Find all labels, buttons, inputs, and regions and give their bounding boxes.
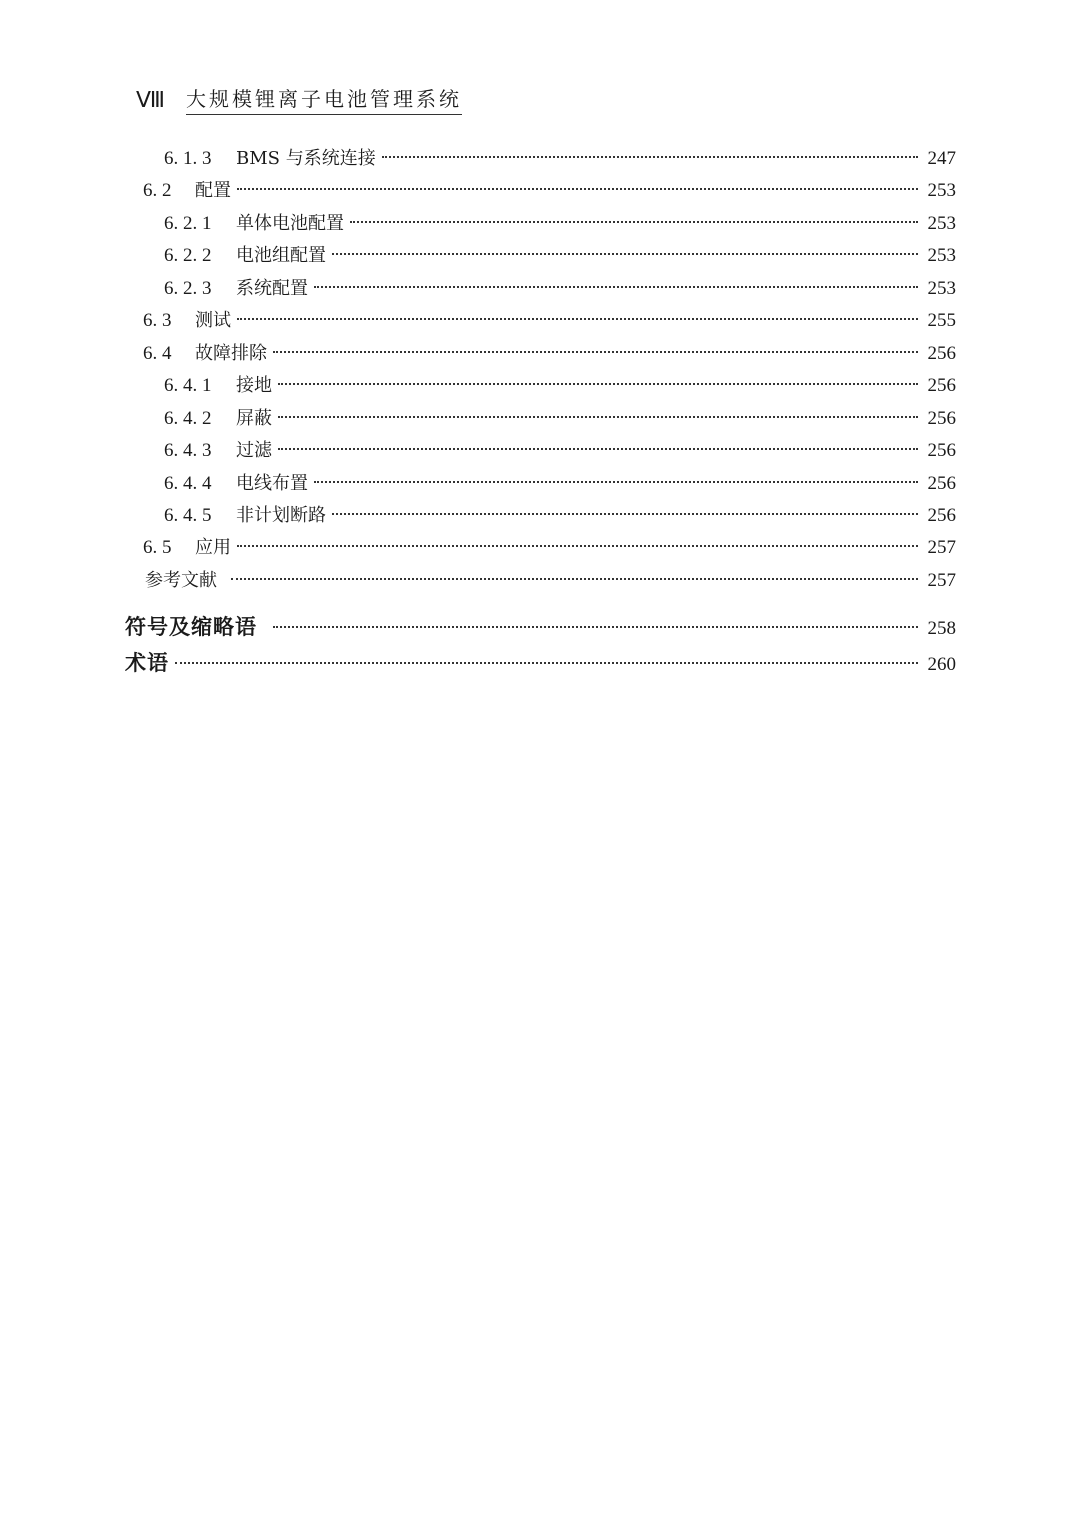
running-head — [136, 84, 462, 115]
toc-entry-number: 6. 2. 2 — [164, 245, 212, 266]
toc-entry-page: 256 — [927, 473, 956, 494]
toc-entry-6-2-3[interactable] — [164, 273, 956, 305]
toc-entry-6-2-2[interactable] — [164, 240, 956, 272]
toc-entry-page: 255 — [927, 310, 956, 331]
dot-leader — [278, 448, 918, 450]
toc-entry-6-4-5[interactable] — [164, 500, 956, 532]
dot-leader — [332, 513, 918, 515]
dot-leader — [382, 156, 918, 158]
toc-entry-title: 故障排除 — [195, 343, 267, 364]
toc-entry-page: 257 — [927, 570, 956, 591]
toc-entry-symbols-abbreviations[interactable] — [125, 611, 956, 643]
dot-leader — [237, 318, 918, 320]
dot-leader — [278, 416, 918, 418]
toc-entry-title: 接地 — [236, 375, 272, 396]
dot-leader — [332, 253, 918, 255]
toc-entry-number: 6. 2 — [143, 180, 172, 201]
toc-entry-page: 256 — [927, 343, 956, 364]
dot-leader — [175, 662, 918, 664]
dot-leader — [278, 383, 918, 385]
toc-entry-title: 电池组配置 — [236, 245, 326, 266]
toc-entry-6-2-1[interactable] — [164, 208, 956, 240]
toc-entry-6-5[interactable] — [143, 532, 956, 564]
toc-entry-6-2[interactable] — [143, 175, 956, 207]
toc-entry-title: 术语 — [125, 651, 169, 675]
toc-entry-6-3[interactable] — [143, 305, 956, 337]
dot-leader — [273, 351, 918, 353]
dot-leader — [314, 286, 918, 288]
toc-entry-number: 6. 2. 3 — [164, 278, 212, 299]
toc-entry-title: 应用 — [195, 537, 231, 558]
toc-entry-6-4[interactable] — [143, 338, 956, 370]
toc-entry-page: 256 — [927, 375, 956, 396]
dot-leader — [350, 221, 918, 223]
toc-entry-page: 247 — [927, 148, 956, 169]
toc-entry-number: 6. 4. 2 — [164, 408, 212, 429]
toc-entry-page: 253 — [927, 278, 956, 299]
dot-leader — [231, 578, 918, 580]
toc-entry-number: 6. 3 — [143, 310, 172, 331]
toc-entry-6-4-1[interactable] — [164, 370, 956, 402]
toc-entry-title: 过滤 — [236, 440, 272, 461]
toc-entry-6-4-2[interactable] — [164, 403, 956, 435]
toc-entry-title: 系统配置 — [236, 278, 308, 299]
toc-entry-number: 6. 4 — [143, 343, 172, 364]
toc-entry-title: 符号及缩略语 — [125, 615, 257, 639]
toc-entry-title: 参考文献 — [145, 570, 217, 591]
toc-entry-6-4-3[interactable] — [164, 435, 956, 467]
toc-entry-number: 6. 4. 4 — [164, 473, 212, 494]
toc-entry-page: 260 — [927, 654, 956, 675]
toc-entry-number: 6. 4. 1 — [164, 375, 212, 396]
toc-entry-title: BMS 与系统连接 — [236, 148, 376, 169]
dot-leader — [237, 545, 918, 547]
toc-entry-title: 配置 — [195, 180, 231, 201]
toc-entry-number: 6. 4. 5 — [164, 505, 212, 526]
toc-entry-references[interactable] — [145, 565, 956, 597]
toc-entry-title: 非计划断路 — [236, 505, 326, 526]
toc-entry-page: 258 — [927, 618, 956, 639]
toc-entry-page: 256 — [927, 408, 956, 429]
toc-entry-number: 6. 2. 1 — [164, 213, 212, 234]
page-number: Ⅷ — [136, 87, 164, 112]
toc-entry-number: 6. 4. 3 — [164, 440, 212, 461]
toc-entry-glossary[interactable] — [125, 647, 956, 679]
dot-leader — [273, 626, 918, 628]
toc-entry-title: 单体电池配置 — [236, 213, 344, 234]
toc-entry-title: 电线布置 — [236, 473, 308, 494]
toc-entry-page: 257 — [927, 537, 956, 558]
toc-entry-page: 253 — [927, 245, 956, 266]
toc-entry-page: 256 — [927, 440, 956, 461]
toc-entry-page: 253 — [927, 213, 956, 234]
toc-entry-title: 测试 — [195, 310, 231, 331]
toc-entry-number: 6. 5 — [143, 537, 172, 558]
toc-entry-page: 256 — [927, 505, 956, 526]
toc-entry-page: 253 — [927, 180, 956, 201]
toc-entry-6-1-3[interactable] — [164, 143, 956, 175]
toc-entry-6-4-4[interactable] — [164, 468, 956, 500]
dot-leader — [314, 481, 918, 483]
toc-entry-number: 6. 1. 3 — [164, 148, 212, 169]
book-title: 大规模锂离子电池管理系统 — [186, 84, 462, 115]
dot-leader — [237, 188, 918, 190]
toc-entry-title: 屏蔽 — [236, 408, 272, 429]
